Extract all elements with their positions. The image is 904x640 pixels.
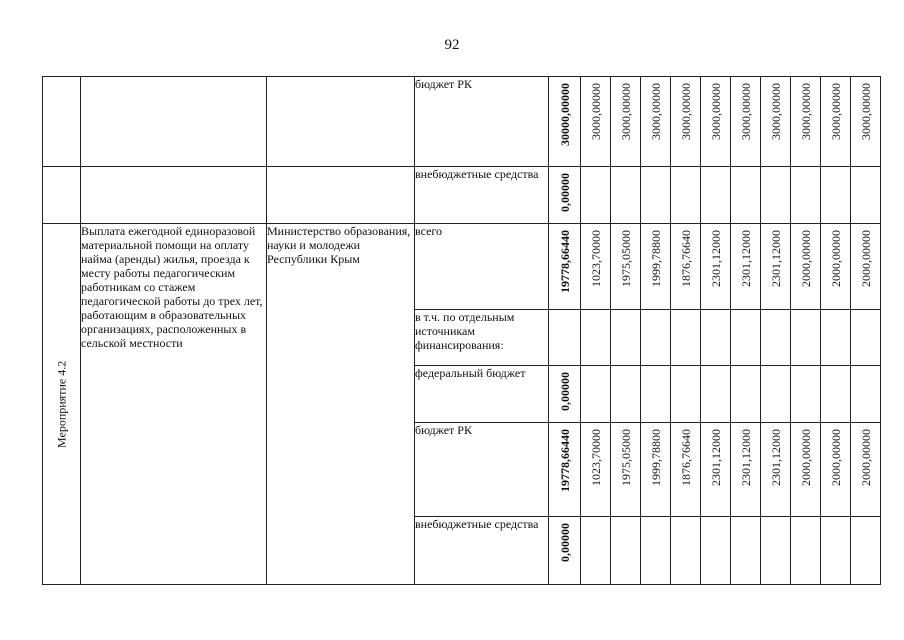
- year-value: 3000,00000: [618, 83, 633, 140]
- year-value-cell: [581, 167, 611, 224]
- year-value: 2301,12000: [708, 429, 723, 487]
- year-value-cell: [611, 365, 641, 422]
- year-value-cell: [701, 516, 731, 584]
- year-value-cell: [851, 224, 881, 310]
- table-row: [43, 167, 881, 224]
- funding-source-cell: [415, 516, 549, 584]
- executor-cell: [267, 224, 415, 585]
- funding-source-cell: [415, 423, 549, 517]
- total-value: 19778,66440: [557, 429, 572, 493]
- total-cell: [549, 224, 581, 310]
- year-value-cell: [731, 77, 761, 167]
- funding-source-cell: [415, 224, 549, 310]
- year-value: 3000,00000: [858, 83, 873, 140]
- event-label-cell: [43, 224, 81, 585]
- year-value: 3000,00000: [678, 83, 693, 140]
- event-label: Мероприятие 4.2: [54, 360, 69, 448]
- year-value-cell: [611, 224, 641, 310]
- year-value-cell: [611, 423, 641, 517]
- year-value-cell: [611, 310, 641, 365]
- table-row: [43, 77, 881, 167]
- year-value-cell: [851, 167, 881, 224]
- year-value: 1999,78800: [648, 429, 663, 487]
- funding-source-cell: [415, 365, 549, 422]
- year-value: 2000,00000: [828, 230, 843, 287]
- year-value-cell: [761, 423, 791, 517]
- year-value-cell: [761, 167, 791, 224]
- funding-source-cell: [415, 77, 549, 167]
- year-value-cell: [821, 224, 851, 310]
- year-value-cell: [791, 167, 821, 224]
- year-value-cell: [851, 310, 881, 365]
- total-value: 19778,66440: [557, 230, 572, 293]
- year-value-cell: [611, 516, 641, 584]
- year-value-cell: [701, 365, 731, 422]
- year-value-cell: [851, 423, 881, 517]
- year-value: 2000,00000: [828, 429, 843, 487]
- year-value-cell: [731, 423, 761, 517]
- funding-source: внебюджетные средства: [415, 167, 539, 181]
- description-cell: [81, 224, 267, 585]
- total-value: 0,00000: [557, 522, 572, 562]
- funding-source: внебюджетные средства: [415, 516, 539, 531]
- year-value-cell: [821, 423, 851, 517]
- year-value-cell: [671, 423, 701, 517]
- year-value-cell: [671, 167, 701, 224]
- funding-source: бюджет РК: [415, 423, 472, 438]
- year-value-cell: [701, 167, 731, 224]
- event-description: Выплата ежегодной единоразовой материальной помощи на оплату найма (аренды) жилья, проезда к месту работы педагогическим работникам со стажем педагогической работы до трех лет, работающим в образовательных организациях, расположенных в сельской местности: [81, 224, 263, 350]
- funding-source: бюджет РК: [415, 77, 472, 91]
- empty-cell: [81, 167, 267, 224]
- year-value-cell: [641, 423, 671, 517]
- funding-source: всего: [415, 224, 443, 238]
- funding-table: [42, 76, 881, 585]
- year-value-cell: [791, 77, 821, 167]
- empty-cell: [267, 167, 415, 224]
- year-value-cell: [641, 310, 671, 365]
- funding-source-cell: [415, 167, 549, 224]
- year-value-cell: [761, 77, 791, 167]
- year-value-cell: [701, 224, 731, 310]
- year-value: 3000,00000: [768, 83, 783, 140]
- year-value-cell: [761, 516, 791, 584]
- year-value: 2301,12000: [738, 230, 753, 287]
- year-value: 2301,12000: [708, 230, 723, 287]
- year-value-cell: [581, 310, 611, 365]
- year-value-cell: [851, 516, 881, 584]
- year-value-cell: [791, 365, 821, 422]
- year-value-cell: [611, 167, 641, 224]
- empty-cell: [43, 167, 81, 224]
- year-value-cell: [671, 224, 701, 310]
- empty-cell: [267, 77, 415, 167]
- total-cell: [549, 167, 581, 224]
- year-value-cell: [701, 423, 731, 517]
- year-value-cell: [641, 516, 671, 584]
- year-value-cell: [641, 224, 671, 310]
- year-value: 2000,00000: [858, 230, 873, 287]
- year-value: 3000,00000: [648, 83, 663, 140]
- total-cell: [549, 423, 581, 517]
- year-value-cell: [671, 310, 701, 365]
- year-value-cell: [581, 224, 611, 310]
- year-value-cell: [761, 310, 791, 365]
- total-cell: [549, 77, 581, 167]
- year-value: 1876,76640: [678, 429, 693, 487]
- year-value: 2301,12000: [768, 230, 783, 287]
- page-number: 92: [444, 37, 460, 53]
- year-value: 1023,70000: [588, 429, 603, 487]
- year-value-cell: [791, 310, 821, 365]
- empty-cell: [43, 77, 81, 167]
- year-value-cell: [611, 77, 641, 167]
- year-value-cell: [581, 423, 611, 517]
- year-value: 2000,00000: [798, 429, 813, 487]
- year-value-cell: [731, 310, 761, 365]
- total-value: 30000,00000: [557, 83, 572, 146]
- year-value-cell: [731, 365, 761, 422]
- year-value: 2000,00000: [858, 429, 873, 487]
- year-value: 1975,05000: [618, 429, 633, 487]
- year-value: 2301,12000: [768, 429, 783, 487]
- year-value-cell: [731, 516, 761, 584]
- year-value-cell: [581, 77, 611, 167]
- year-value-cell: [671, 516, 701, 584]
- year-value-cell: [821, 310, 851, 365]
- year-value-cell: [821, 365, 851, 422]
- table-row: [43, 224, 881, 310]
- total-value: 0,00000: [557, 173, 572, 212]
- year-value-cell: [821, 77, 851, 167]
- year-value: 3000,00000: [738, 83, 753, 140]
- empty-cell: [81, 77, 267, 167]
- funding-source: федеральный бюджет: [415, 365, 526, 380]
- year-value-cell: [761, 224, 791, 310]
- year-value-cell: [671, 365, 701, 422]
- year-value-cell: [731, 224, 761, 310]
- year-value-cell: [641, 167, 671, 224]
- year-value: 1999,78800: [648, 230, 663, 287]
- year-value-cell: [821, 516, 851, 584]
- total-value: 0,00000: [557, 371, 572, 411]
- funding-source-cell: [415, 310, 549, 365]
- year-value-cell: [761, 365, 791, 422]
- year-value: 3000,00000: [828, 83, 843, 140]
- year-value-cell: [851, 77, 881, 167]
- executor-name: Министерство образования, науки и молодежи Республики Крым: [267, 224, 411, 266]
- total-cell: [549, 310, 581, 365]
- year-value: 1023,70000: [588, 230, 603, 287]
- year-value: 1876,76640: [678, 230, 693, 287]
- year-value: 1975,05000: [618, 230, 633, 287]
- funding-source: в т.ч. по отдельным источникам финансирования:: [415, 310, 515, 353]
- total-cell: [549, 516, 581, 584]
- year-value-cell: [701, 310, 731, 365]
- year-value-cell: [581, 516, 611, 584]
- year-value: 2301,12000: [738, 429, 753, 487]
- year-value: 3000,00000: [588, 83, 603, 140]
- total-cell: [549, 365, 581, 422]
- year-value-cell: [671, 77, 701, 167]
- year-value: 3000,00000: [798, 83, 813, 140]
- year-value-cell: [701, 77, 731, 167]
- year-value-cell: [641, 77, 671, 167]
- year-value-cell: [581, 365, 611, 422]
- year-value-cell: [791, 516, 821, 584]
- year-value-cell: [791, 224, 821, 310]
- year-value-cell: [641, 365, 671, 422]
- year-value-cell: [851, 365, 881, 422]
- year-value-cell: [821, 167, 851, 224]
- year-value: 2000,00000: [798, 230, 813, 287]
- year-value-cell: [731, 167, 761, 224]
- year-value-cell: [791, 423, 821, 517]
- year-value: 3000,00000: [708, 83, 723, 140]
